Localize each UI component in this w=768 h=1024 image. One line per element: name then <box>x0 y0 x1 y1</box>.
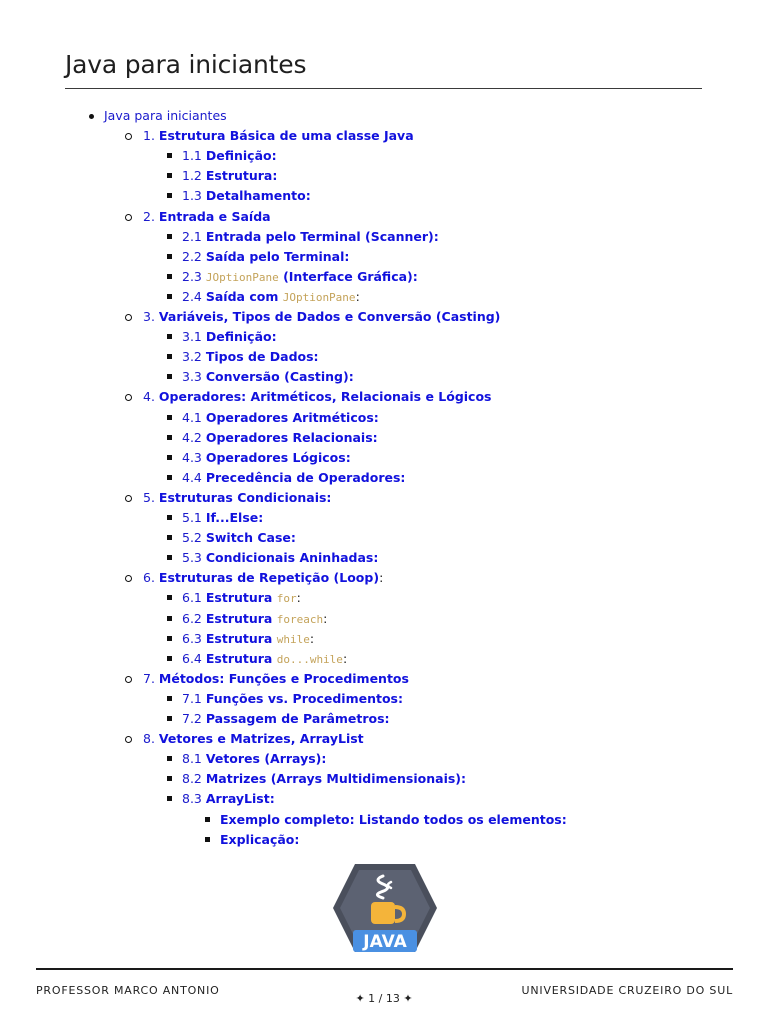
toc-link[interactable] <box>182 629 314 650</box>
square-bullet-icon <box>167 173 172 178</box>
page-number: ✦ 1 / 13 ✦ <box>355 992 413 1005</box>
circle-bullet-icon <box>125 133 132 140</box>
toc-link[interactable] <box>182 789 275 809</box>
toc-link[interactable] <box>182 609 327 630</box>
toc-number: 3. <box>143 309 159 324</box>
square-bullet-icon <box>167 455 172 460</box>
toc-label: Vetores e Matrizes, ArrayList <box>158 731 364 747</box>
java-badge-text: JAVA <box>363 932 407 952</box>
toc-number: 4.1 <box>182 409 206 425</box>
toc-code: JOptionPane <box>282 290 356 304</box>
page-title: Java para iniciantes <box>65 50 307 79</box>
toc-number: 5.2 <box>182 530 206 546</box>
toc-number: 6.2 <box>182 610 206 626</box>
circle-bullet-icon <box>125 495 132 502</box>
toc-link[interactable] <box>182 769 466 789</box>
toc-number: 6.1 <box>182 590 206 606</box>
square-bullet-icon <box>167 475 172 480</box>
toc-number: 1.2 <box>182 168 206 184</box>
toc-code: JOptionPane <box>205 270 279 284</box>
toc-label: Entrada pelo Terminal (Scanner): <box>205 228 439 244</box>
toc-link[interactable] <box>182 186 311 206</box>
toc-link[interactable] <box>182 709 390 729</box>
toc-number: 2.3 <box>182 268 206 284</box>
toc-label: Operadores Aritméticos: <box>205 409 379 425</box>
toc-label: Estrutura <box>205 590 277 606</box>
footer-university: UNIVERSIDADE CRUZEIRO DO SUL <box>521 984 733 997</box>
toc-suffix: : <box>323 610 328 626</box>
circle-bullet-icon <box>125 314 132 321</box>
toc-number: 6.4 <box>182 650 206 666</box>
toc-number: 1.3 <box>182 188 206 204</box>
toc-link[interactable] <box>182 649 347 670</box>
toc-number: 4. <box>143 389 159 405</box>
toc-label: Saída pelo Terminal: <box>205 248 350 264</box>
toc-number: 3.3 <box>182 369 206 385</box>
toc-label: Estrutura: <box>205 168 278 184</box>
toc-link[interactable] <box>220 830 299 850</box>
circle-bullet-icon <box>125 214 132 221</box>
toc-label: Tipos de Dados: <box>205 349 319 365</box>
toc-label: Conversão (Casting): <box>205 369 354 385</box>
toc-label: Estrutura <box>205 630 277 646</box>
toc-link[interactable] <box>143 669 409 689</box>
toc-number: 5. <box>143 489 159 505</box>
toc-link[interactable] <box>182 146 277 166</box>
toc-number: 2.2 <box>182 248 206 264</box>
toc-number: 3.1 <box>182 329 206 345</box>
toc-link[interactable] <box>182 166 277 186</box>
toc-code: do...while <box>276 652 343 666</box>
square-bullet-icon <box>167 334 172 339</box>
footer-author: PROFESSOR MARCO ANTONIO <box>36 984 220 997</box>
toc-link[interactable] <box>182 327 277 347</box>
toc-label: Entrada e Saída <box>158 208 271 224</box>
toc-number: 8.2 <box>182 771 206 787</box>
square-bullet-icon <box>167 595 172 600</box>
toc-link[interactable] <box>182 267 418 288</box>
square-bullet-icon <box>167 435 172 440</box>
toc-link[interactable] <box>182 408 379 428</box>
toc-number: 7.2 <box>182 711 206 726</box>
toc-code: foreach <box>276 612 324 626</box>
disc-bullet-icon <box>89 114 94 119</box>
toc-suffix: : <box>309 630 315 646</box>
toc-label: Explicação: <box>220 831 300 847</box>
title-divider <box>65 88 702 89</box>
toc-link[interactable] <box>143 126 414 146</box>
toc-number: 7. <box>143 670 159 686</box>
toc-number: 1.1 <box>182 148 206 164</box>
square-bullet-icon <box>167 415 172 420</box>
toc-number: 8.1 <box>182 751 206 767</box>
square-bullet-icon <box>167 193 172 198</box>
toc-label: Estrutura Básica de uma classe Java <box>158 128 414 144</box>
toc-link[interactable] <box>182 347 319 367</box>
toc-link[interactable] <box>143 207 271 227</box>
circle-bullet-icon <box>125 736 132 743</box>
toc-label: Estrutura <box>205 650 277 666</box>
toc-suffix: : <box>355 288 360 304</box>
toc-link[interactable] <box>182 448 351 468</box>
toc-label: Detalhamento: <box>205 188 311 204</box>
toc-label: Definição: <box>205 329 277 345</box>
toc-number: 4.2 <box>182 429 206 445</box>
circle-bullet-icon <box>125 575 132 582</box>
toc-number: 3.2 <box>182 349 206 365</box>
circle-bullet-icon <box>125 676 132 683</box>
toc-link[interactable] <box>182 367 354 387</box>
toc-label: Operadores Lógicos: <box>205 449 351 465</box>
toc-link[interactable] <box>143 387 492 407</box>
toc-link[interactable] <box>182 749 326 769</box>
toc-link[interactable] <box>182 227 439 247</box>
toc-link[interactable] <box>143 729 364 749</box>
toc-label: Precedência de Operadores: <box>205 469 406 485</box>
toc-number: 2.1 <box>182 228 206 244</box>
square-bullet-icon <box>167 616 172 621</box>
toc-label: If...Else: <box>205 510 264 525</box>
square-bullet-icon <box>167 153 172 158</box>
footer-divider <box>36 968 733 970</box>
toc-suffix: : <box>342 650 348 666</box>
toc-label: Exemplo completo: Listando todos os elementos: <box>220 811 567 827</box>
toc-label: Matrizes (Arrays Multidimensionais): <box>205 771 467 787</box>
square-bullet-icon <box>167 555 172 560</box>
toc-number: 1. <box>143 128 159 144</box>
circle-bullet-icon <box>125 394 132 401</box>
square-bullet-icon <box>167 636 172 641</box>
toc-link[interactable] <box>143 488 331 508</box>
toc-code: for <box>276 592 297 606</box>
square-bullet-icon <box>167 354 172 359</box>
toc-link[interactable] <box>182 689 403 709</box>
java-logo <box>333 860 437 956</box>
toc-number: 4.4 <box>182 469 206 485</box>
toc-label: Variáveis, Tipos de Dados e Conversão (Casting) <box>158 309 501 324</box>
square-bullet-icon <box>167 274 172 279</box>
toc-link[interactable] <box>143 307 500 327</box>
square-bullet-icon <box>167 756 172 761</box>
toc-link[interactable] <box>182 428 378 448</box>
toc-label: Operadores Relacionais: <box>205 429 378 445</box>
toc-link[interactable] <box>182 588 301 609</box>
square-bullet-icon <box>167 254 172 259</box>
toc-suffix: : <box>379 570 384 586</box>
toc-code: while <box>276 632 310 646</box>
toc-link[interactable] <box>182 287 360 308</box>
square-bullet-icon <box>167 294 172 299</box>
toc-label: ArrayList: <box>205 791 275 807</box>
square-bullet-icon <box>205 817 210 822</box>
toc-number: 6.3 <box>182 630 206 646</box>
square-bullet-icon <box>167 796 172 801</box>
toc-suffix: : <box>296 590 301 606</box>
toc-label: Estrutura <box>205 610 277 626</box>
toc-link[interactable] <box>182 247 349 267</box>
toc-number: 2.4 <box>182 288 206 304</box>
toc-link[interactable] <box>182 508 263 528</box>
toc-label: Funções vs. Procedimentos: <box>205 690 403 706</box>
toc-label: (Interface Gráfica): <box>278 268 418 284</box>
toc-link[interactable] <box>182 528 296 548</box>
toc-number: 5.3 <box>182 550 206 566</box>
toc-link[interactable] <box>143 568 383 588</box>
square-bullet-icon <box>167 656 172 661</box>
toc-label: Passagem de Parâmetros: <box>205 711 390 726</box>
square-bullet-icon <box>167 696 172 701</box>
square-bullet-icon <box>167 716 172 721</box>
toc-number: 8.3 <box>182 791 206 807</box>
toc-number: 6. <box>143 570 159 586</box>
toc-label: Estruturas de Repetição (Loop) <box>158 570 380 586</box>
toc-label: Saída com <box>205 288 283 304</box>
toc-number: 2. <box>143 208 159 224</box>
square-bullet-icon <box>205 837 210 842</box>
toc-link[interactable] <box>182 548 378 568</box>
toc-number: 5.1 <box>182 510 206 525</box>
toc-number: 4.3 <box>182 449 206 465</box>
toc-label: Switch Case: <box>205 530 296 546</box>
toc-link[interactable] <box>104 106 227 126</box>
toc-link[interactable] <box>220 810 567 830</box>
toc-link[interactable] <box>182 468 405 488</box>
toc-number: 8. <box>143 731 159 747</box>
toc-label: Definição: <box>205 148 277 164</box>
toc-label: Vetores (Arrays): <box>205 751 327 767</box>
toc-number: 7.1 <box>182 690 206 706</box>
toc-label: Estruturas Condicionais: <box>158 489 332 505</box>
square-bullet-icon <box>167 776 172 781</box>
square-bullet-icon <box>167 374 172 379</box>
square-bullet-icon <box>167 535 172 540</box>
toc-label: Condicionais Aninhadas: <box>205 550 379 566</box>
square-bullet-icon <box>167 515 172 520</box>
toc-label: Operadores: Aritméticos, Relacionais e Lógicos <box>158 389 492 405</box>
toc-label: Java para iniciantes <box>104 108 227 123</box>
square-bullet-icon <box>167 234 172 239</box>
toc-label: Métodos: Funções e Procedimentos <box>158 670 409 686</box>
